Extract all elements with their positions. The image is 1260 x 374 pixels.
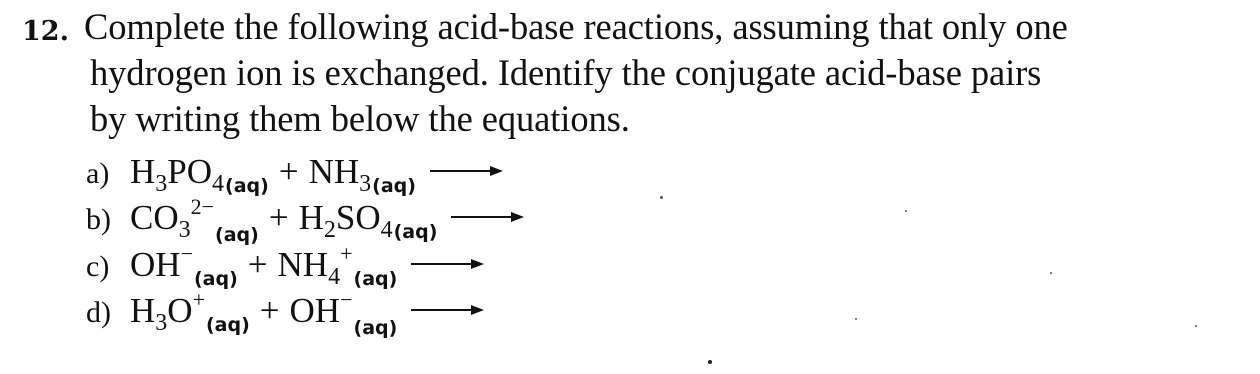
reactant-hydroxide: $OH^-_{(aq)}$ — [130, 241, 238, 290]
state-label: (aq) — [225, 175, 269, 197]
reactant-hydroxide: $OH^-_{(aq)}$ — [289, 287, 398, 339]
scan-speck — [855, 318, 857, 320]
part-d-equation — [86, 287, 485, 339]
part-a-equation — [86, 152, 504, 196]
question-stem — [84, 4, 1244, 142]
state-label: (aq) — [393, 221, 438, 243]
part-label: d) — [86, 296, 111, 329]
reactant-ammonia: $NH_{3(aq)}$ — [308, 152, 416, 197]
stem-line-1: Complete the following acid-base reactions, assuming that only one — [84, 6, 1068, 47]
scan-speck — [1050, 272, 1052, 274]
stem-line-2: hydrogen ion is exchanged. Identify the conjugate acid-base pairs — [90, 52, 1042, 93]
question-number: 12. — [22, 16, 69, 47]
part-label: c) — [86, 250, 110, 283]
part-label: b) — [86, 203, 111, 236]
state-label: (aq) — [353, 268, 398, 290]
state-label: (aq) — [205, 314, 250, 336]
reaction-arrow-icon — [411, 258, 485, 270]
scan-speck — [708, 360, 712, 364]
scan-speck — [1195, 325, 1197, 327]
reactant-hydronium: $H_3O^+_{(aq)}$ — [130, 287, 250, 336]
state-label: (aq) — [215, 224, 259, 246]
part-c-equation — [86, 241, 485, 290]
reactant-carbonate: $CO_3^{2-}_{(aq)}$ — [130, 194, 259, 246]
plus-sign: + — [278, 152, 299, 191]
plus-sign: + — [247, 245, 268, 284]
state-label: (aq) — [353, 317, 398, 339]
reactant-sulfuric-acid: $H_2SO_{4(aq)}$ — [298, 198, 438, 243]
state-label: (aq) — [372, 175, 416, 197]
reaction-arrow-icon — [451, 211, 525, 223]
part-label: a) — [86, 157, 110, 190]
equation — [130, 194, 525, 246]
equation — [130, 152, 504, 197]
scan-speck — [660, 196, 663, 199]
reaction-arrow-icon — [411, 304, 485, 316]
reactant-phosphoric-acid: $H_3PO_{4(aq)}$ — [130, 152, 269, 197]
equation — [130, 287, 485, 339]
equation — [130, 241, 485, 290]
plus-sign: + — [268, 198, 289, 237]
reactant-ammonium: $NH_4^+_{(aq)}$ — [277, 241, 398, 290]
state-label: (aq) — [193, 268, 238, 290]
stem-line-3: by writing them below the equations. — [90, 98, 630, 139]
reaction-arrow-icon — [430, 165, 504, 177]
scan-speck — [905, 210, 907, 212]
plus-sign: + — [259, 291, 280, 330]
part-b-equation — [86, 194, 525, 246]
